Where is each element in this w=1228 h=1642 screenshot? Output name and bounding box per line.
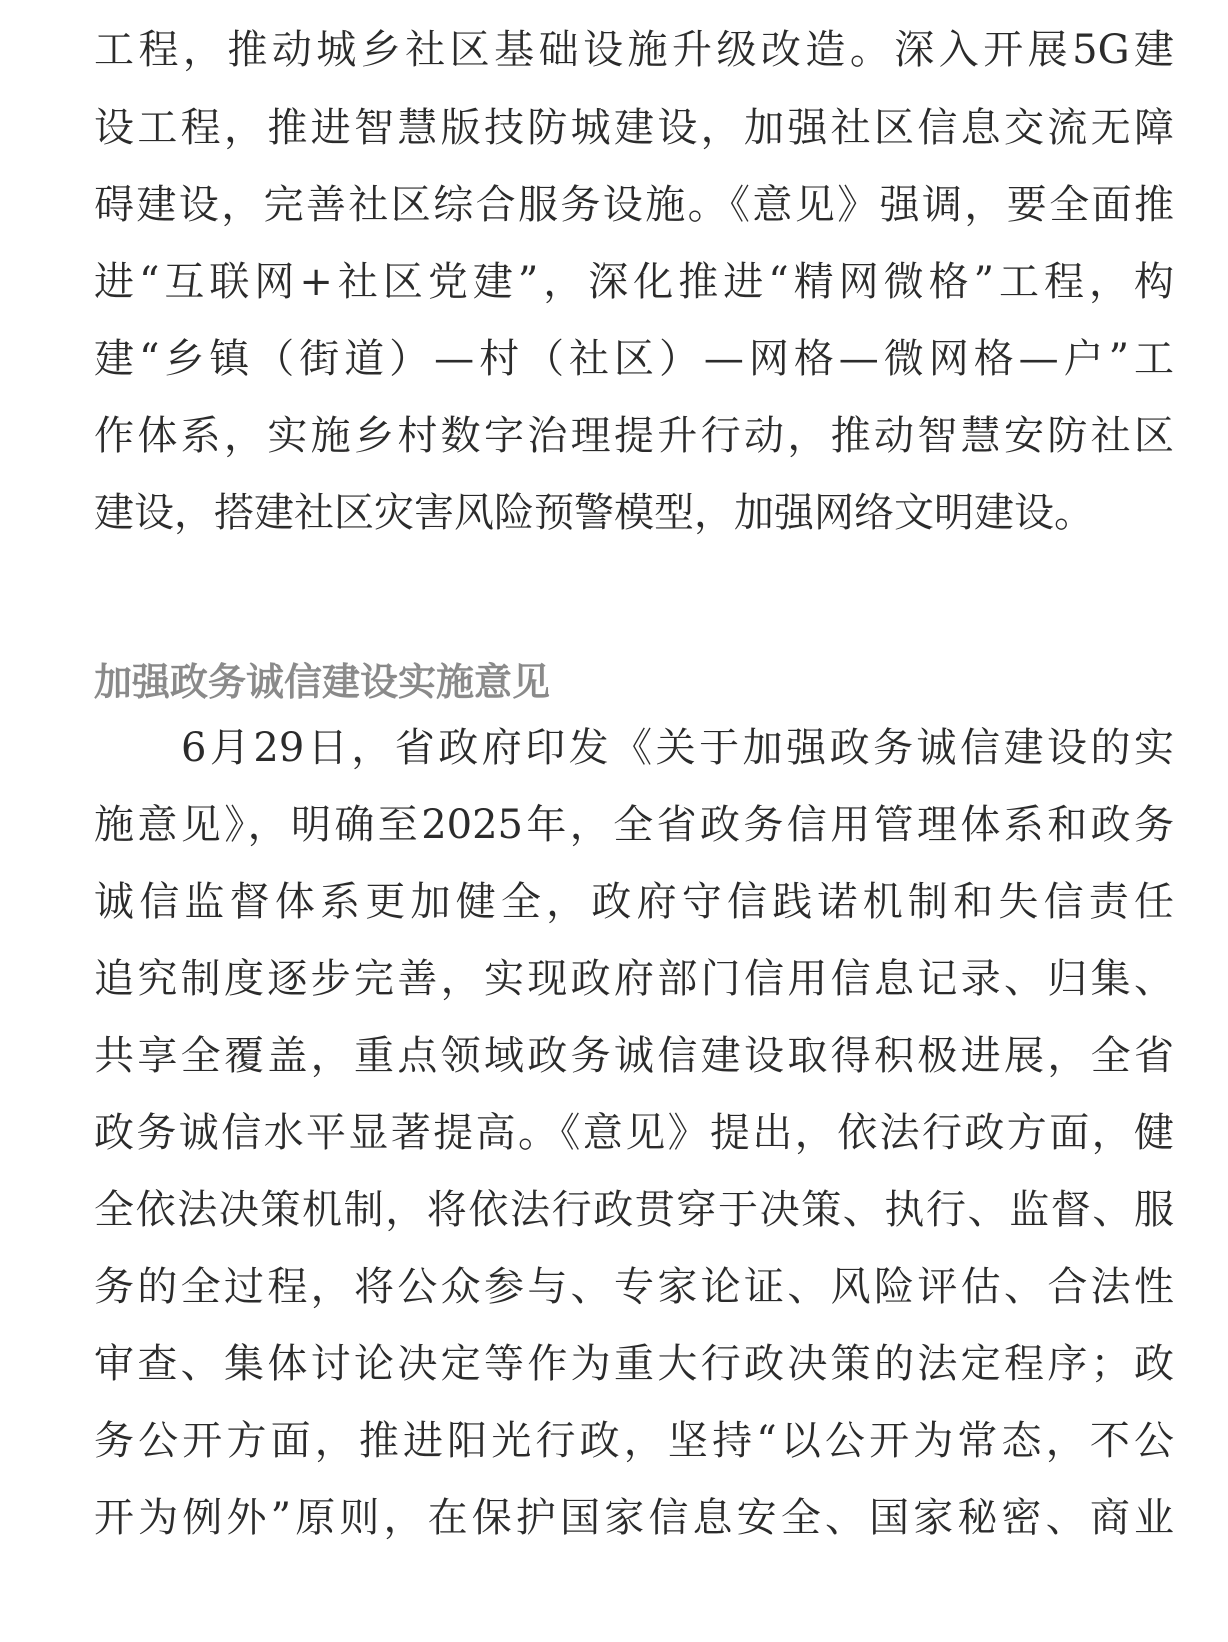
- paragraph-line: 务的全过程，将公众参与、专家论证、风险评估、合法性: [94, 1264, 1174, 1310]
- paragraph-line: 开为例外”原则，在保护国家信息安全、国家秘密、商业: [94, 1495, 1174, 1541]
- paragraph-line: 追究制度逐步完善，实现政府部门信用信息记录、归集、: [94, 956, 1174, 1002]
- paragraph-line: 诚信监督体系更加健全，政府守信践诺机制和失信责任: [94, 879, 1174, 925]
- paragraph-line: 全依法决策机制，将依法行政贯穿于决策、执行、监督、服: [94, 1187, 1174, 1233]
- paragraph-line: 务公开方面，推进阳光行政，坚持“以公开为常态，不公: [94, 1418, 1174, 1464]
- paragraph-line: 建设，搭建社区灾害风险预警模型，加强网络文明建设。: [94, 490, 1094, 536]
- paragraph-line: 设工程，推进智慧版技防城建设，加强社区信息交流无障: [94, 105, 1174, 151]
- paragraph-line: 工程，推动城乡社区基础设施升级改造。深入开展5G建: [94, 27, 1174, 73]
- paragraph-line: 作体系，实施乡村数字治理提升行动，推动智慧安防社区: [94, 413, 1174, 459]
- paragraph-line: 政务诚信水平显著提高。《意见》提出，依法行政方面，健: [94, 1110, 1174, 1156]
- paragraph-line: 6月29日，省政府印发《关于加强政务诚信建设的实: [94, 725, 1174, 771]
- section-heading: 加强政务诚信建设实施意见: [94, 660, 551, 704]
- paragraph-line: 施意见》，明确至2025年，全省政务信用管理体系和政务: [94, 802, 1174, 848]
- paragraph-line: 碍建设，完善社区综合服务设施。《意见》强调，要全面推: [94, 182, 1174, 228]
- paragraph-line: 审查、集体讨论决定等作为重大行政决策的法定程序；政: [94, 1341, 1174, 1387]
- paragraph-line: 共享全覆盖，重点领域政务诚信建设取得积极进展，全省: [94, 1033, 1174, 1079]
- paragraph-line: 进“互联网+社区党建”，深化推进“精网微格”工程，构: [94, 259, 1174, 305]
- paragraph-line: 建“乡镇（街道）—村（社区）—网格—微网格—户”工: [94, 336, 1174, 382]
